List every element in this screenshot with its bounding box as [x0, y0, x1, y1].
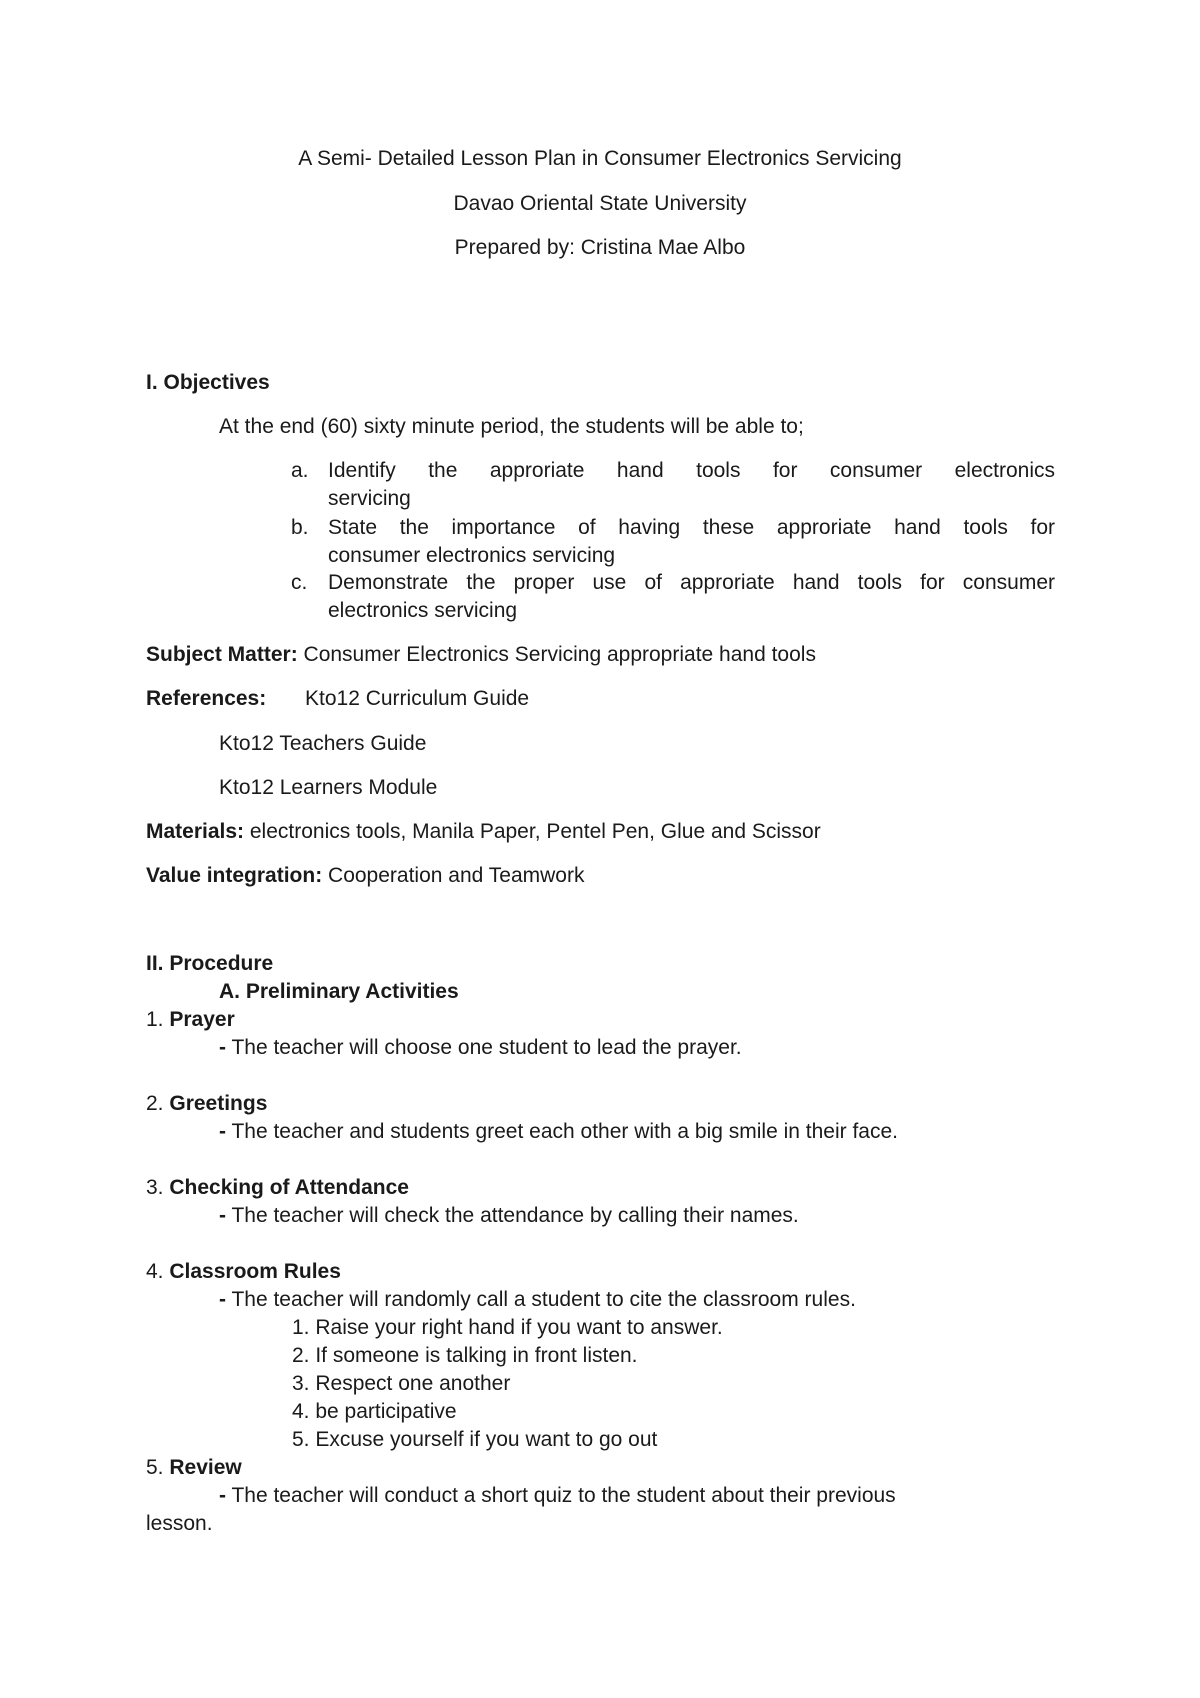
objective-c-line2: electronics servicing	[328, 599, 518, 622]
classroom-rule: 3. Respect one another	[292, 1372, 511, 1395]
reference-item: Kto12 Curriculum Guide	[305, 687, 530, 710]
document-title: A Semi- Detailed Lesson Plan in Consumer Electronics Servicing	[298, 147, 902, 170]
reference-item: Kto12 Teachers Guide	[219, 732, 427, 755]
classroom-rule: 5. Excuse yourself if you want to go out	[292, 1428, 658, 1451]
step-greetings-title	[146, 1090, 267, 1118]
objective-a-line1: Identify the approriate hand tools for consumer electronics	[328, 459, 1055, 482]
step-desc: The teacher will check the attendance by calling their names.	[226, 1204, 799, 1227]
materials-label: Materials:	[146, 820, 245, 843]
preliminary-activities-heading: A. Preliminary Activities	[219, 980, 459, 1003]
step-title: Prayer	[169, 1008, 235, 1031]
subject-matter	[146, 641, 816, 669]
value-integration-label: Value integration:	[146, 864, 323, 887]
step-number: 2.	[146, 1092, 170, 1115]
step-review-desc-cont: lesson.	[146, 1512, 213, 1535]
value-integration-value: Cooperation and Teamwork	[322, 864, 585, 887]
objective-a-letter: a.	[291, 459, 309, 482]
step-title: Checking of Attendance	[169, 1176, 409, 1199]
objective-b-line2: consumer electronics servicing	[328, 544, 616, 567]
step-desc: The teacher will conduct a short quiz to the student about their previous	[226, 1484, 896, 1507]
procedure-heading: II. Procedure	[146, 952, 274, 975]
dash: -	[219, 1288, 226, 1311]
step-attendance-title	[146, 1174, 409, 1202]
step-review-title	[146, 1454, 242, 1482]
subject-matter-label: Subject Matter:	[146, 643, 298, 666]
classroom-rule: 4. be participative	[292, 1400, 457, 1423]
step-desc: The teacher will choose one student to lead the prayer.	[226, 1036, 742, 1059]
objective-b-line1: State the importance of having these approriate hand tools for	[328, 516, 1055, 539]
objectives-intro: At the end (60) sixty minute period, the students will be able to;	[219, 415, 804, 438]
references-label: References:	[146, 687, 267, 710]
dash: -	[219, 1036, 226, 1059]
step-review-desc	[219, 1482, 896, 1510]
subject-matter-value: Consumer Electronics Servicing appropriate hand tools	[297, 643, 816, 666]
objective-a-line2: servicing	[328, 487, 411, 510]
materials	[146, 818, 821, 846]
dash: -	[219, 1120, 226, 1143]
materials-value: electronics tools, Manila Paper, Pentel Pen, Glue and Scissor	[244, 820, 821, 843]
step-greetings-desc	[219, 1118, 898, 1146]
step-rules-title	[146, 1258, 341, 1286]
step-rules-desc	[219, 1286, 856, 1314]
dash: -	[219, 1204, 226, 1227]
institution-name: Davao Oriental State University	[453, 192, 747, 215]
step-prayer-title	[146, 1006, 235, 1034]
step-attendance-desc	[219, 1202, 799, 1230]
step-number: 3.	[146, 1176, 170, 1199]
objective-c-line1: Demonstrate the proper use of approriate hand tools for consumer	[328, 571, 1055, 594]
dash: -	[219, 1484, 226, 1507]
classroom-rule: 1. Raise your right hand if you want to answer.	[292, 1316, 723, 1339]
classroom-rule: 2. If someone is talking in front listen.	[292, 1344, 638, 1367]
objective-c-letter: c.	[291, 571, 308, 594]
step-number: 5.	[146, 1456, 170, 1479]
step-title: Greetings	[169, 1092, 268, 1115]
prepared-by: Prepared by: Cristina Mae Albo	[454, 236, 746, 259]
objectives-heading: I. Objectives	[146, 371, 270, 394]
reference-item: Kto12 Learners Module	[219, 776, 438, 799]
step-prayer-desc	[219, 1034, 742, 1062]
step-number: 1.	[146, 1008, 170, 1031]
step-desc: The teacher will randomly call a student to cite the classroom rules.	[226, 1288, 856, 1311]
step-title: Classroom Rules	[169, 1260, 341, 1283]
step-desc: The teacher and students greet each other with a big smile in their face.	[226, 1120, 898, 1143]
step-title: Review	[169, 1456, 242, 1479]
step-number: 4.	[146, 1260, 170, 1283]
objective-b-letter: b.	[291, 516, 309, 539]
value-integration	[146, 862, 584, 890]
